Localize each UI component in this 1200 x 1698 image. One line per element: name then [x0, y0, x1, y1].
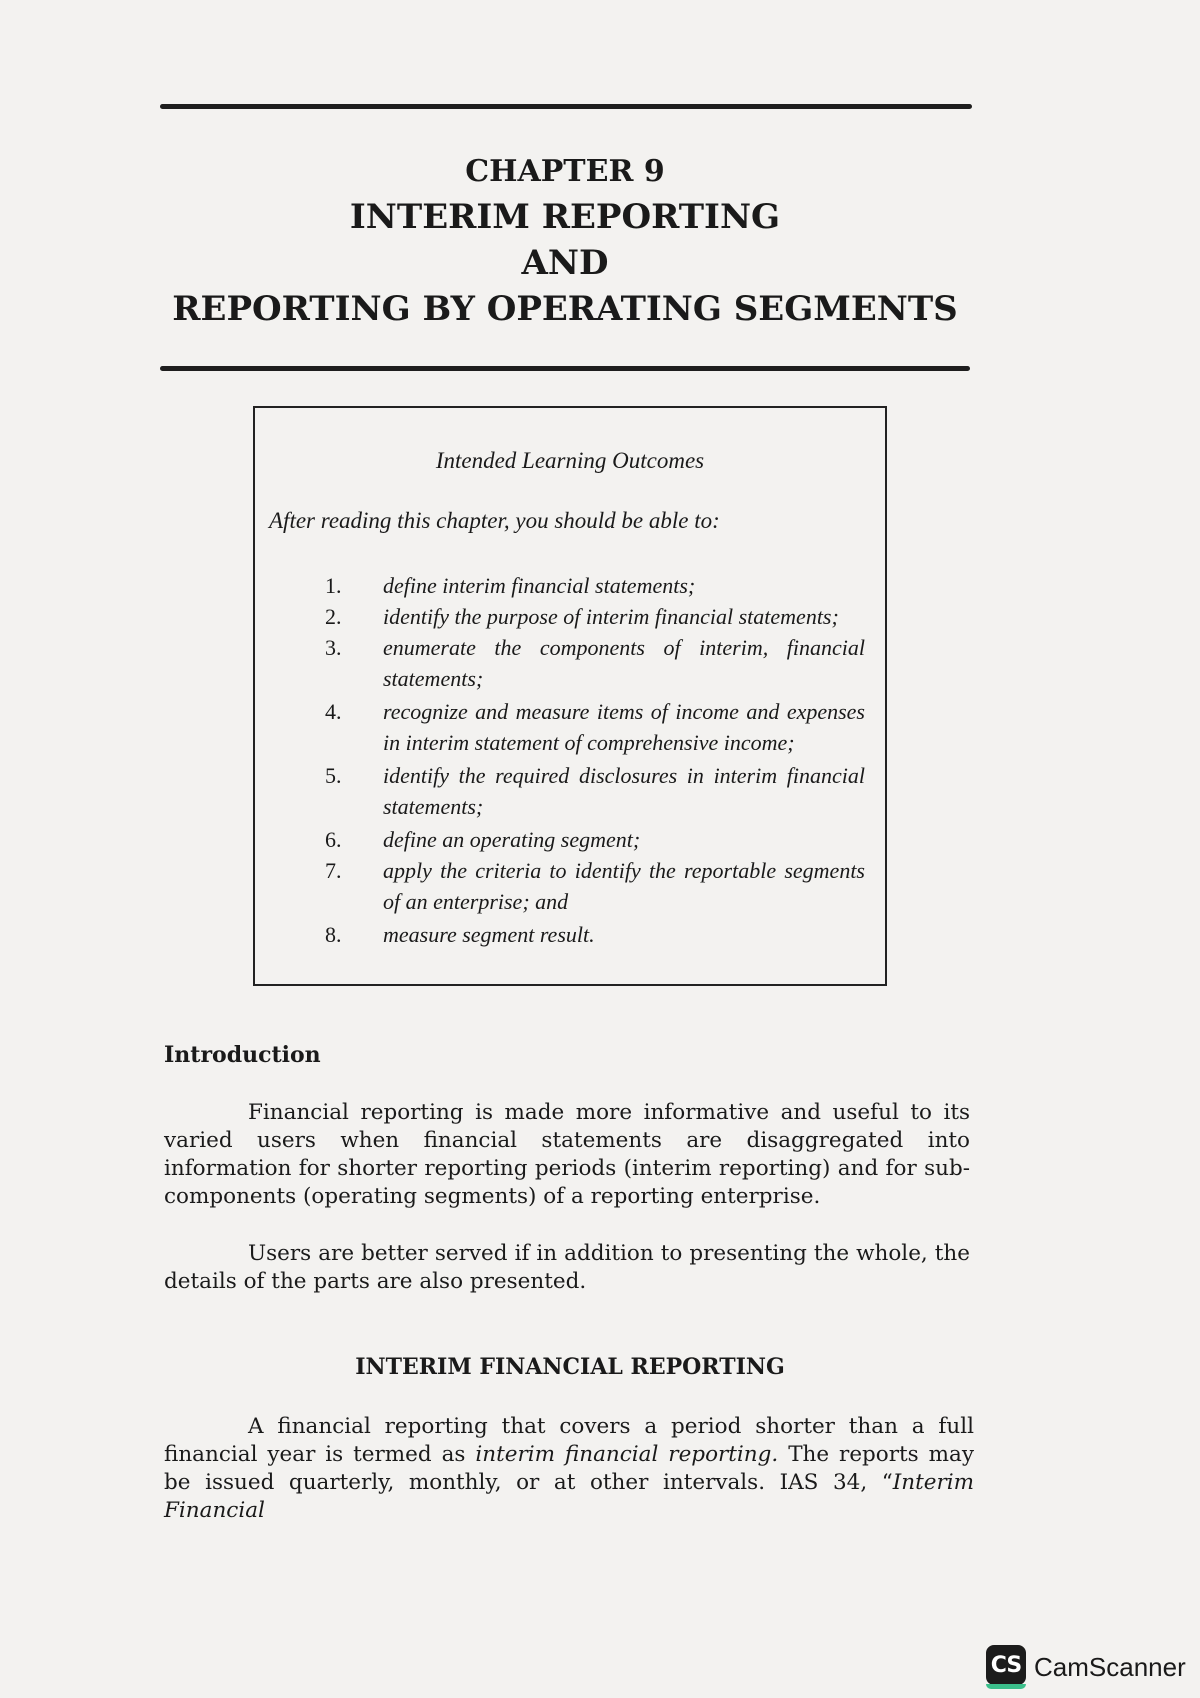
list-item-number: 1. — [325, 573, 342, 598]
list-item-text: recognize and measure items of income and expenses in interim statement of comprehensive income; — [383, 699, 865, 755]
learning-outcomes-list — [325, 570, 865, 950]
interim-paragraph — [164, 1413, 974, 1525]
list-item-text: apply the criteria to identify the reportable segments of an enterprise; and — [383, 858, 865, 914]
introduction-paragraph-2-text: Users are better served if in addition to presenting the whole, the details of the parts are also presented. — [164, 1241, 970, 1294]
list-item — [325, 760, 865, 822]
list-item-number: 7. — [325, 858, 342, 883]
chapter-label: CHAPTER 9 — [465, 154, 665, 189]
list-item-text: identify the purpose of interim financial statements; — [383, 604, 839, 629]
list-item — [325, 601, 865, 632]
top-rule — [160, 104, 972, 109]
camscanner-badge: CS — [986, 1645, 1026, 1685]
chapter-title-line3: REPORTING BY OPERATING SEGMENTS — [172, 289, 958, 329]
chapter-heading — [160, 150, 970, 332]
list-item — [325, 632, 865, 694]
list-item-text: define an operating segment; — [383, 827, 641, 852]
learning-outcomes-box — [253, 406, 887, 986]
list-item-text: identify the required disclosures in interim financial statements; — [383, 763, 865, 819]
camscanner-logo-icon — [986, 1645, 1026, 1689]
camscanner-name: CamScanner — [1034, 1651, 1186, 1682]
list-item — [325, 696, 865, 758]
camscanner-watermark — [986, 1645, 1186, 1689]
introduction-heading: Introduction — [164, 1042, 321, 1068]
camscanner-badge-stripe — [986, 1684, 1026, 1689]
list-item-number: 4. — [325, 699, 342, 724]
learning-outcomes-intro: After reading this chapter, you should be able to: — [269, 508, 720, 533]
interim-paragraph-start: A financial reporting that covers a period shorter than a full financial year is termed as — [164, 1414, 974, 1467]
interim-term: interim financial reporting. — [475, 1442, 779, 1467]
chapter-title-line1: INTERIM REPORTING — [349, 197, 781, 237]
list-item — [325, 824, 865, 855]
introduction-paragraph-1-text: Financial reporting is made more informative and useful to its varied users when financial statements are disaggregated into information for shorter reporting periods (interim reporting) and for sub-components (operating segments) of a reporting enterprise. — [164, 1100, 970, 1209]
chapter-title-line2: AND — [521, 243, 609, 283]
introduction-paragraph-2 — [164, 1240, 970, 1296]
list-item-number: 3. — [325, 635, 342, 660]
list-item — [325, 855, 865, 917]
list-item-text: measure segment result. — [383, 922, 595, 947]
list-item-text: define interim financial statements; — [383, 573, 696, 598]
list-item — [325, 919, 865, 950]
interim-paragraph-tail: Interim Financial — [164, 1470, 974, 1523]
list-item-number: 8. — [325, 922, 342, 947]
interim-reporting-heading: INTERIM FINANCIAL REPORTING — [355, 1354, 785, 1380]
list-item-number: 5. — [325, 763, 342, 788]
list-item — [325, 570, 865, 601]
learning-outcomes-title: Intended Learning Outcomes — [435, 448, 705, 473]
list-item-number: 6. — [325, 827, 342, 852]
interim-paragraph-end: The reports may be issued quarterly, monthly, or at other intervals. IAS 34, “ — [164, 1442, 974, 1495]
bottom-rule — [160, 366, 970, 371]
introduction-paragraph-1 — [164, 1099, 970, 1211]
list-item-text: enumerate the components of interim, financial statements; — [383, 635, 865, 691]
list-item-number: 2. — [325, 604, 342, 629]
